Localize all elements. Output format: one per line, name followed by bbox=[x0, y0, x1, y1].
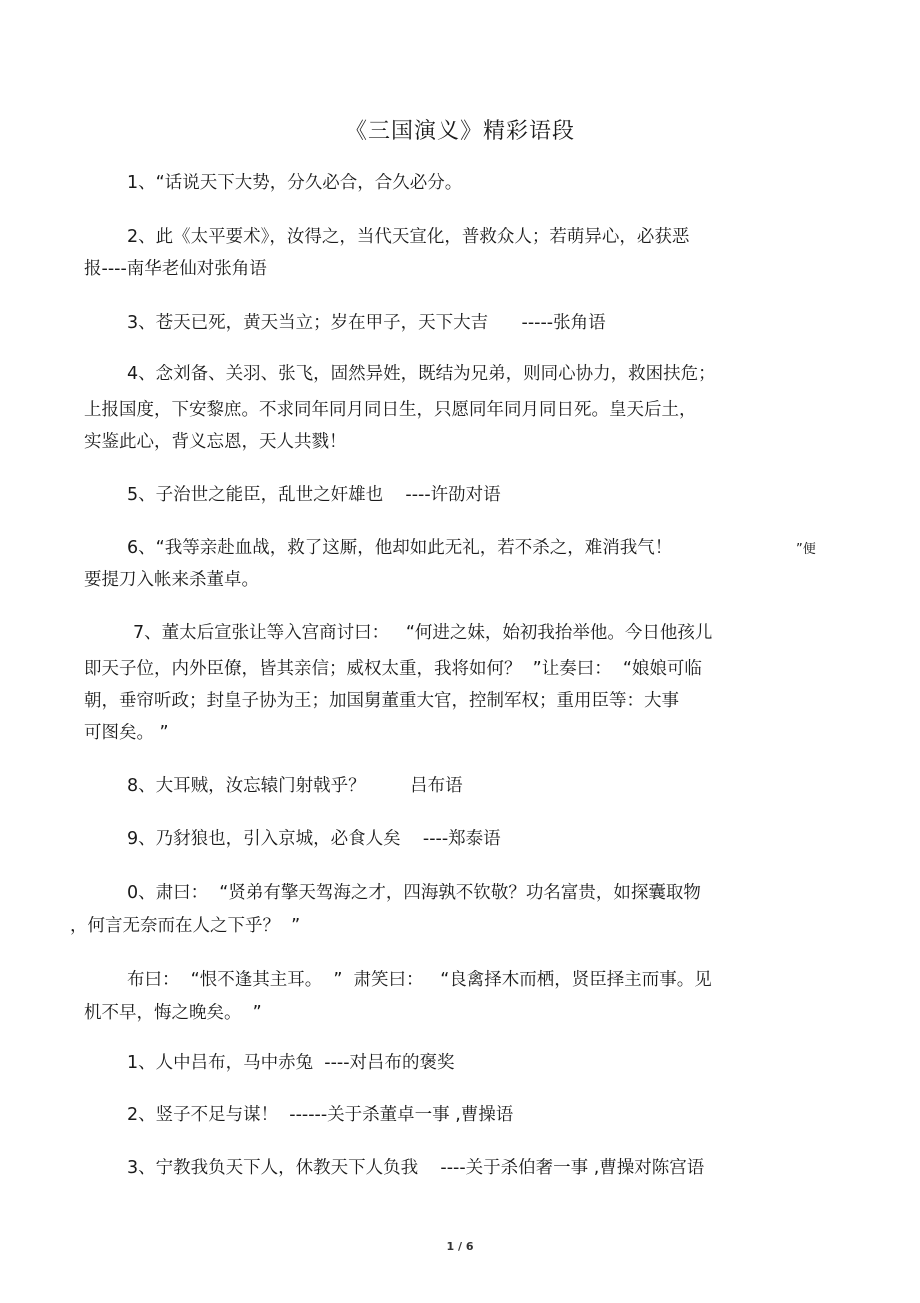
page-title: 《三国演义》精彩语段 bbox=[344, 119, 575, 144]
paragraph-2-line-1: 2、此《太平要术》，汝得之，当代天宣化，普救众人；若萌异心，必获恶 bbox=[127, 227, 690, 247]
paragraph-14-line-1: 3、宁教我负天下人，休教天下人负我 ----关于杀伯奢一事 ,曹操对陈宫语 bbox=[127, 1158, 705, 1178]
paragraph-6-line-2: 要提刀入帐来杀董卓。 bbox=[84, 570, 259, 590]
paragraph-5-line-1: 5、子治世之能臣，乱世之奸雄也 ----许劭对语 bbox=[127, 485, 501, 505]
page-number: 1 / 6 bbox=[446, 1240, 474, 1253]
paragraph-6-line-1: 6、“我等亲赴血战，救了这厮，他却如此无礼，若不杀之，难消我气！ bbox=[127, 538, 673, 558]
paragraph-8-line-1: 8、大耳贼，汝忘辕门射戟乎？ 吕布语 bbox=[127, 776, 463, 796]
paragraph-9-line-1: 9、乃豺狼也，引入京城，必食人矣 ----郑泰语 bbox=[127, 829, 501, 849]
paragraph-10-line-1: 0、肃曰： “贤弟有擎天驾海之才，四海孰不钦敬？功名富贵，如探囊取物 bbox=[127, 883, 701, 903]
paragraph-10-line-2: ，何言无奈而在人之下乎？ ” bbox=[70, 916, 301, 936]
paragraph-2-line-2: 报----南华老仙对张角语 bbox=[84, 259, 267, 279]
paragraph-12-line-1: 1、人中吕布，马中赤兔 ----对吕布的褒奖 bbox=[127, 1053, 455, 1073]
paragraph-13-line-1: 2、竖子不足与谋！ ------关于杀董卓一事 ,曹操语 bbox=[127, 1105, 514, 1125]
paragraph-4-line-3: 实鉴此心，背义忘恩，天人共戮！ bbox=[84, 432, 347, 452]
paragraph-6-line-1-tail: ”便 bbox=[796, 542, 816, 557]
paragraph-4-line-2: 上报国度，下安黎庶。不求同年同月同日生，只愿同年同月同日死。皇天后土， bbox=[84, 400, 697, 420]
paragraph-11-line-1: 布曰： “恨不逢其主耳。 ” 肃笑曰： “良禽择木而栖，贤臣择主而事。见 bbox=[127, 970, 712, 990]
paragraph-7-line-3: 朝，垂帘听政；封皇子协为王；加国舅董重大官，控制军权；重用臣等：大事 bbox=[84, 691, 679, 711]
paragraph-3-line-1: 3、苍天已死，黄天当立；岁在甲子，天下大吉 -----张角语 bbox=[127, 313, 606, 333]
paragraph-1-line-1: 1、“话说天下大势，分久必合，合久必分。 bbox=[127, 173, 463, 193]
paragraph-7-line-2: 即天子位，内外臣僚，皆其亲信；威权太重，我将如何？ ”让奏曰： “娘娘可临 bbox=[84, 659, 702, 679]
paragraph-11-line-2: 机不早，悔之晚矣。 ” bbox=[84, 1003, 262, 1023]
paragraph-7-line-1: 7、董太后宣张让等入宫商讨曰： “何进之妹，始初我抬举他。今日他孩儿 bbox=[133, 623, 713, 643]
paragraph-7-line-4: 可图矣。 ” bbox=[84, 723, 169, 743]
paragraph-4-line-1: 4、念刘备、关羽、张飞，固然异姓，既结为兄弟，则同心协力，救困扶危； bbox=[127, 364, 716, 384]
